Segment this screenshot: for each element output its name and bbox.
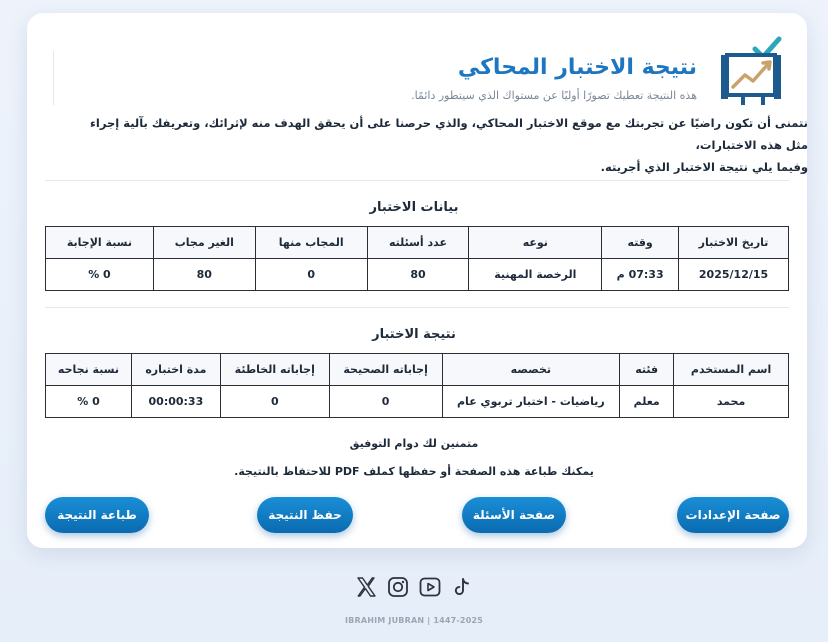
table-header-cell: نوعه — [469, 227, 602, 259]
social-links — [0, 576, 828, 598]
table-header-cell: نسبة الإجابة — [46, 227, 154, 259]
header-divider — [53, 51, 54, 105]
exam-data-table — [45, 226, 789, 291]
table-header-cell: إجاباته الخاطئة — [220, 354, 329, 386]
table-cell: 0 % — [46, 386, 132, 418]
table-header-cell: الغير مجاب — [153, 227, 255, 259]
page-subtitle: هذه النتيجة تعطيك تصورًا أوليًا عن مستواك الذي سيتطور دائمًا. — [411, 89, 697, 102]
divider — [45, 307, 789, 308]
table-header-cell: عدد أسئلته — [367, 227, 469, 259]
instagram-icon[interactable] — [387, 576, 409, 598]
x-icon[interactable] — [355, 576, 377, 598]
table-cell: 2025/12/15 — [679, 259, 789, 291]
table-cell: 0 — [220, 386, 329, 418]
closing-wish: متمنين لك دوام التوفيق — [349, 437, 479, 450]
table-header-row — [46, 354, 789, 386]
table-cell: محمد — [674, 386, 789, 418]
print-result-button[interactable]: طباعة النتيجة — [45, 497, 149, 533]
intro-line-2: وفيما يلي نتيجة الاختبار الذي أجريته. — [600, 160, 808, 174]
table-cell: معلم — [620, 386, 674, 418]
table-header-cell: مدة اختباره — [131, 354, 220, 386]
table-header-row — [46, 227, 789, 259]
table-header-cell: إجاباته الصحيحة — [329, 354, 442, 386]
table-cell: 0 — [255, 259, 367, 291]
exam-result-title: نتيجة الاختبار — [372, 327, 456, 342]
table-cell: 80 — [367, 259, 469, 291]
exam-data-title: بيانات الاختبار — [369, 200, 459, 215]
intro-line-1: نتمنى أن تكون راضيًا عن تجربتك مع موقع الاختبار المحاكي، والذي حرصنا على أن يحقق الهدف منه لإثرائك، وتعريفك بآلية إجراء مثل هذه الاختبارات، — [90, 116, 808, 152]
intro-text — [66, 112, 808, 178]
youtube-icon[interactable] — [419, 576, 441, 598]
chart-check-icon — [719, 35, 785, 109]
questions-page-button[interactable]: صفحة الأسئلة — [462, 497, 566, 533]
table-header-cell: تاريخ الاختبار — [679, 227, 789, 259]
exam-result-table — [45, 353, 789, 418]
table-cell: 80 — [153, 259, 255, 291]
table-row — [46, 259, 789, 291]
table-header-cell: اسم المستخدم — [674, 354, 789, 386]
table-header-cell: نسبة نجاحه — [46, 354, 132, 386]
save-result-button[interactable]: حفظ النتيجة — [257, 497, 353, 533]
table-row — [46, 386, 789, 418]
header — [45, 13, 789, 113]
page-title: نتيجة الاختبار المحاكي — [457, 55, 697, 80]
table-header-cell: المجاب منها — [255, 227, 367, 259]
footer-copyright: IBRAHIM JUBRAN | 1447-2025 — [344, 616, 483, 625]
table-cell: رياضيات - اختبار تربوي عام — [442, 386, 620, 418]
table-cell: 0 — [329, 386, 442, 418]
divider — [45, 180, 789, 181]
table-header-cell: فئته — [620, 354, 674, 386]
closing-note: يمكنك طباعة هذه الصفحة أو حفظها كملف PDF للاحتفاظ بالنتيجة. — [234, 465, 594, 478]
table-header-cell: تخصصه — [442, 354, 620, 386]
tiktok-icon[interactable] — [451, 576, 473, 598]
table-cell: 00:00:33 — [131, 386, 220, 418]
table-cell: 0 % — [46, 259, 154, 291]
table-cell: الرخصة المهنية — [469, 259, 602, 291]
table-header-cell: وقته — [602, 227, 679, 259]
table-cell: 07:33 م — [602, 259, 679, 291]
settings-page-button[interactable]: صفحة الإعدادات — [677, 497, 789, 533]
